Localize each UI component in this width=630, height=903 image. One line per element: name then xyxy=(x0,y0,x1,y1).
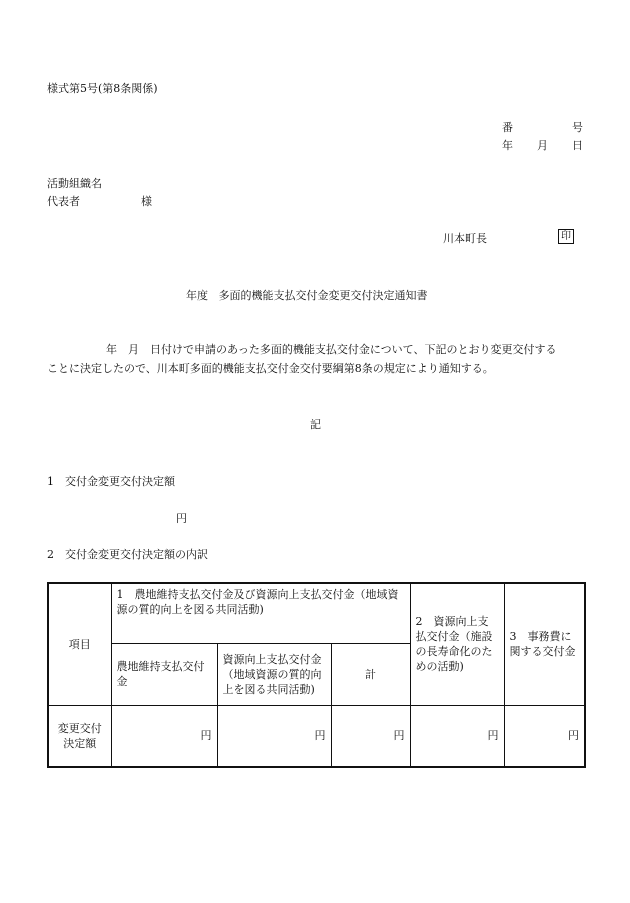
body-line-1: 年 月 日付けで申請のあった多面的機能支払交付金について、下記のとおり変更交付する xyxy=(106,343,557,356)
subtotal-header: 計 xyxy=(331,643,410,705)
form-number: 様式第5号(第8条関係) xyxy=(47,82,158,95)
representative-label: 代表者 xyxy=(47,195,80,208)
table-row xyxy=(48,705,585,767)
breakdown-table xyxy=(47,582,586,768)
seal-stamp xyxy=(558,229,574,244)
date-month-label: 月 xyxy=(537,139,548,152)
date-year-label: 年 xyxy=(502,139,513,152)
org-name-label: 活動組織名 xyxy=(47,177,102,190)
amount-cell[interactable]: 円 xyxy=(331,705,410,767)
ki-heading: 記 xyxy=(310,418,321,431)
body-line-2: ことに決定したので、川本町多面的機能支払交付金交付要綱第8条の規定により通知する。 xyxy=(47,362,494,375)
row-label: 変更交付決定額 xyxy=(48,705,111,767)
amount-cell[interactable]: 円 xyxy=(217,705,331,767)
honorific: 様 xyxy=(141,195,152,208)
title-year-label: 年度 xyxy=(186,289,208,302)
ref-go-label: 号 xyxy=(572,121,583,134)
sub1-header: 農地維持支払交付金 xyxy=(111,643,217,705)
sub2-header: 資源向上支払交付金（地域資源の質的向上を図る共同活動) xyxy=(217,643,331,705)
date-day-label: 日 xyxy=(572,139,583,152)
item-header: 項目 xyxy=(48,583,111,705)
seal-label: 印 xyxy=(558,229,574,244)
group-header: 1 農地維持支払交付金及び資源向上支払交付金（地域資源の質的向上を図る共同活動) xyxy=(111,583,410,643)
amount-cell[interactable]: 円 xyxy=(410,705,504,767)
section-2-heading: 2 交付金変更交付決定額の内訳 xyxy=(47,548,208,561)
ref-ban-label: 番 xyxy=(502,121,513,134)
amount-cell[interactable]: 円 xyxy=(504,705,585,767)
document-title xyxy=(186,287,428,303)
amount-cell[interactable]: 円 xyxy=(111,705,217,767)
title-text: 多面的機能支払交付金変更交付決定通知書 xyxy=(218,289,428,302)
issuer-name: 川本町長 xyxy=(443,232,487,245)
col2-header: 2 資源向上支払交付金（施設の長寿命化のための活動) xyxy=(410,583,504,705)
col3-header: 3 事務費に関する交付金 xyxy=(504,583,585,705)
section-1-unit: 円 xyxy=(176,512,187,525)
section-1-heading: 1 交付金変更交付決定額 xyxy=(47,475,175,488)
